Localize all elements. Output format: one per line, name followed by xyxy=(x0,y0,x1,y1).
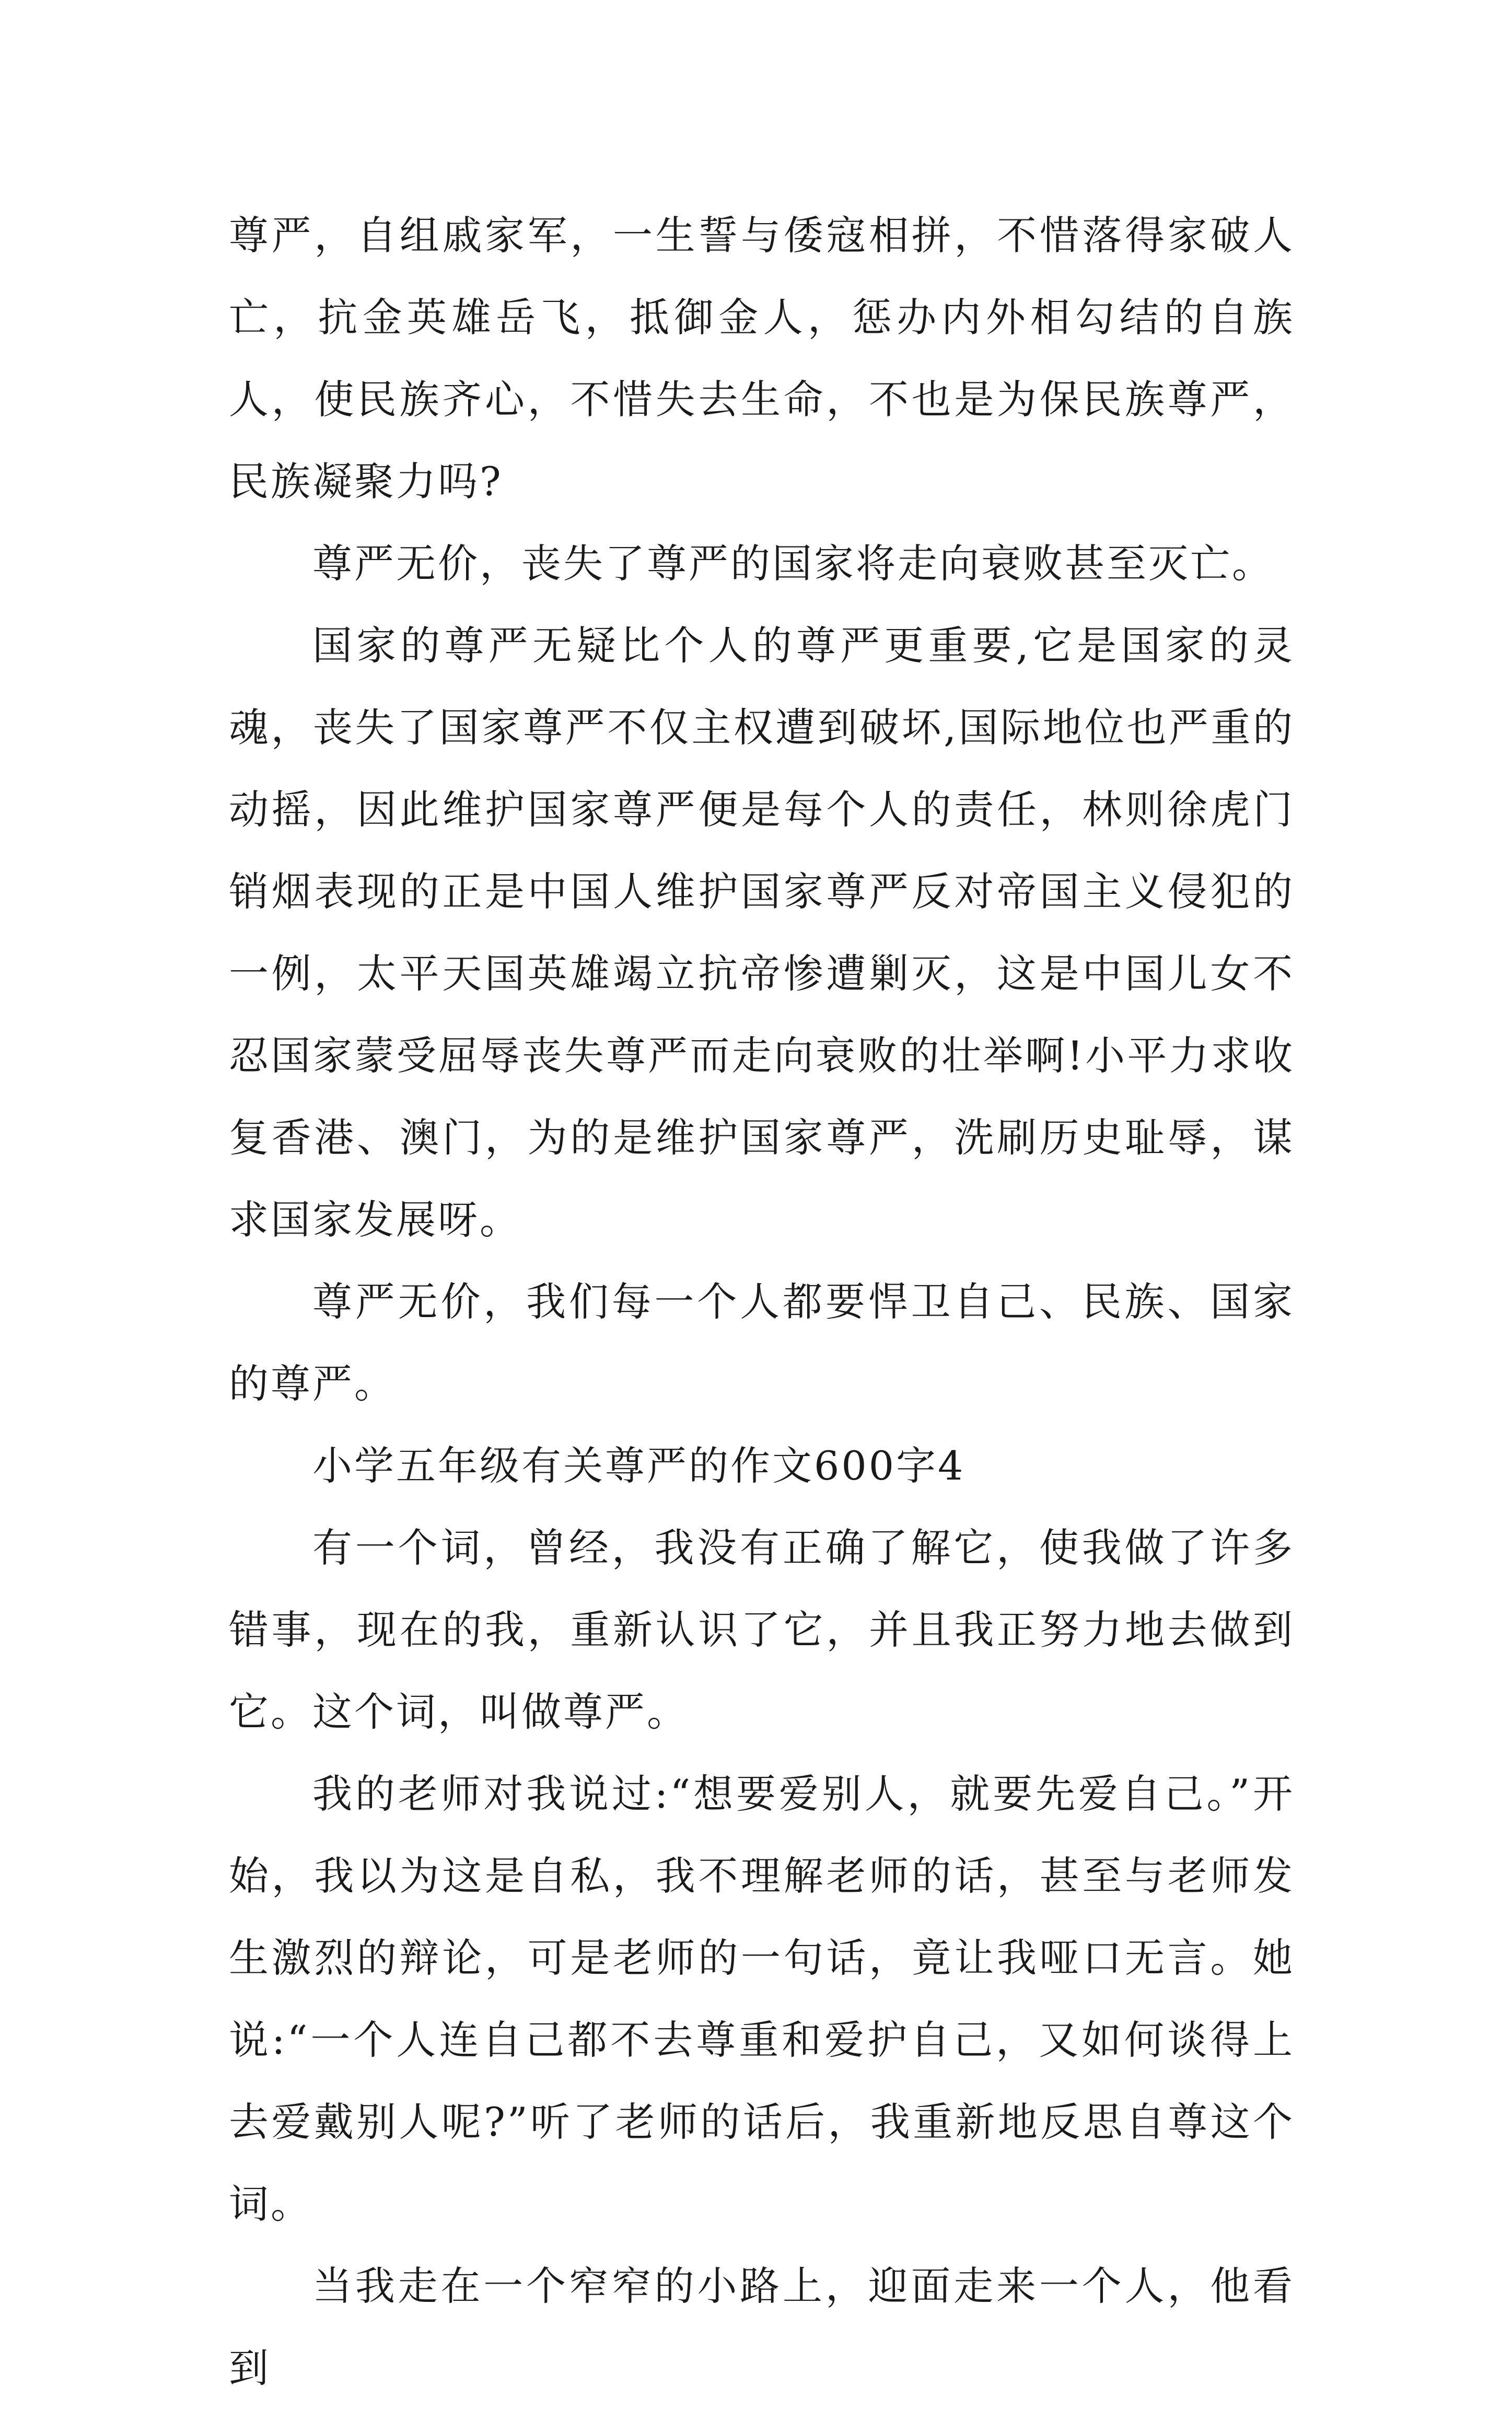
section-heading: 小学五年级有关尊严的作文600字4 xyxy=(312,1442,966,1489)
paragraph-continuation: 尊严，自组戚家军，一生誓与倭寇相拼，不惜落得家破人亡，抗金英雄岳飞，抵御金人，惩办内外相勾结的自族人，使民族齐心，不惜失去生命，不也是为保民族尊严，民族凝聚力吗? xyxy=(229,212,1295,505)
paragraph: 有一个词，曾经，我没有正确了解它，使我做了许多错事，现在的我，重新认识了它，并且我正努力地去做到它。这个词，叫做尊严。 xyxy=(229,1524,1295,1735)
document-body xyxy=(229,194,1295,2409)
paragraph: 尊严无价，丧失了尊严的国家将走向衰败甚至灭亡。 xyxy=(312,540,1274,587)
paragraph: 国家的尊严无疑比个人的尊严更重要,它是国家的灵魂，丧失了国家尊严不仅主权遭到破坏,国际地位也严重的动摇，因此维护国家尊严便是每个人的责任，林则徐虎门销烟表现的正是中国人维护国家尊严反对帝国主义侵犯的一例，太平天国英雄竭立抗帝惨遭剿灭，这是中国儿女不忍国家蒙受屈辱丧失尊严而走向衰败的壮举啊!小平力求收复香港、澳门，为的是维护国家尊严，洗刷历史耻辱，谋求国家发展呀。 xyxy=(229,622,1295,1243)
paragraph: 我的老师对我说过:“想要爱别人，就要先爱自己。”开始，我以为这是自私，我不理解老师的话，甚至与老师发生激烈的辩论，可是老师的一句话，竟让我哑口无言。她说:“一个人连自己都不去尊重和爱护自己，又如何谈得上去爱戴别人呢?”听了老师的话后，我重新地反思自尊这个词。 xyxy=(229,1771,1295,2227)
paragraph: 当我走在一个窄窄的小路上，迎面走来一个人，他看到 xyxy=(229,2263,1295,2391)
paragraph: 尊严无价，我们每一个人都要悍卫自己、民族、国家的尊严。 xyxy=(229,1278,1295,1407)
